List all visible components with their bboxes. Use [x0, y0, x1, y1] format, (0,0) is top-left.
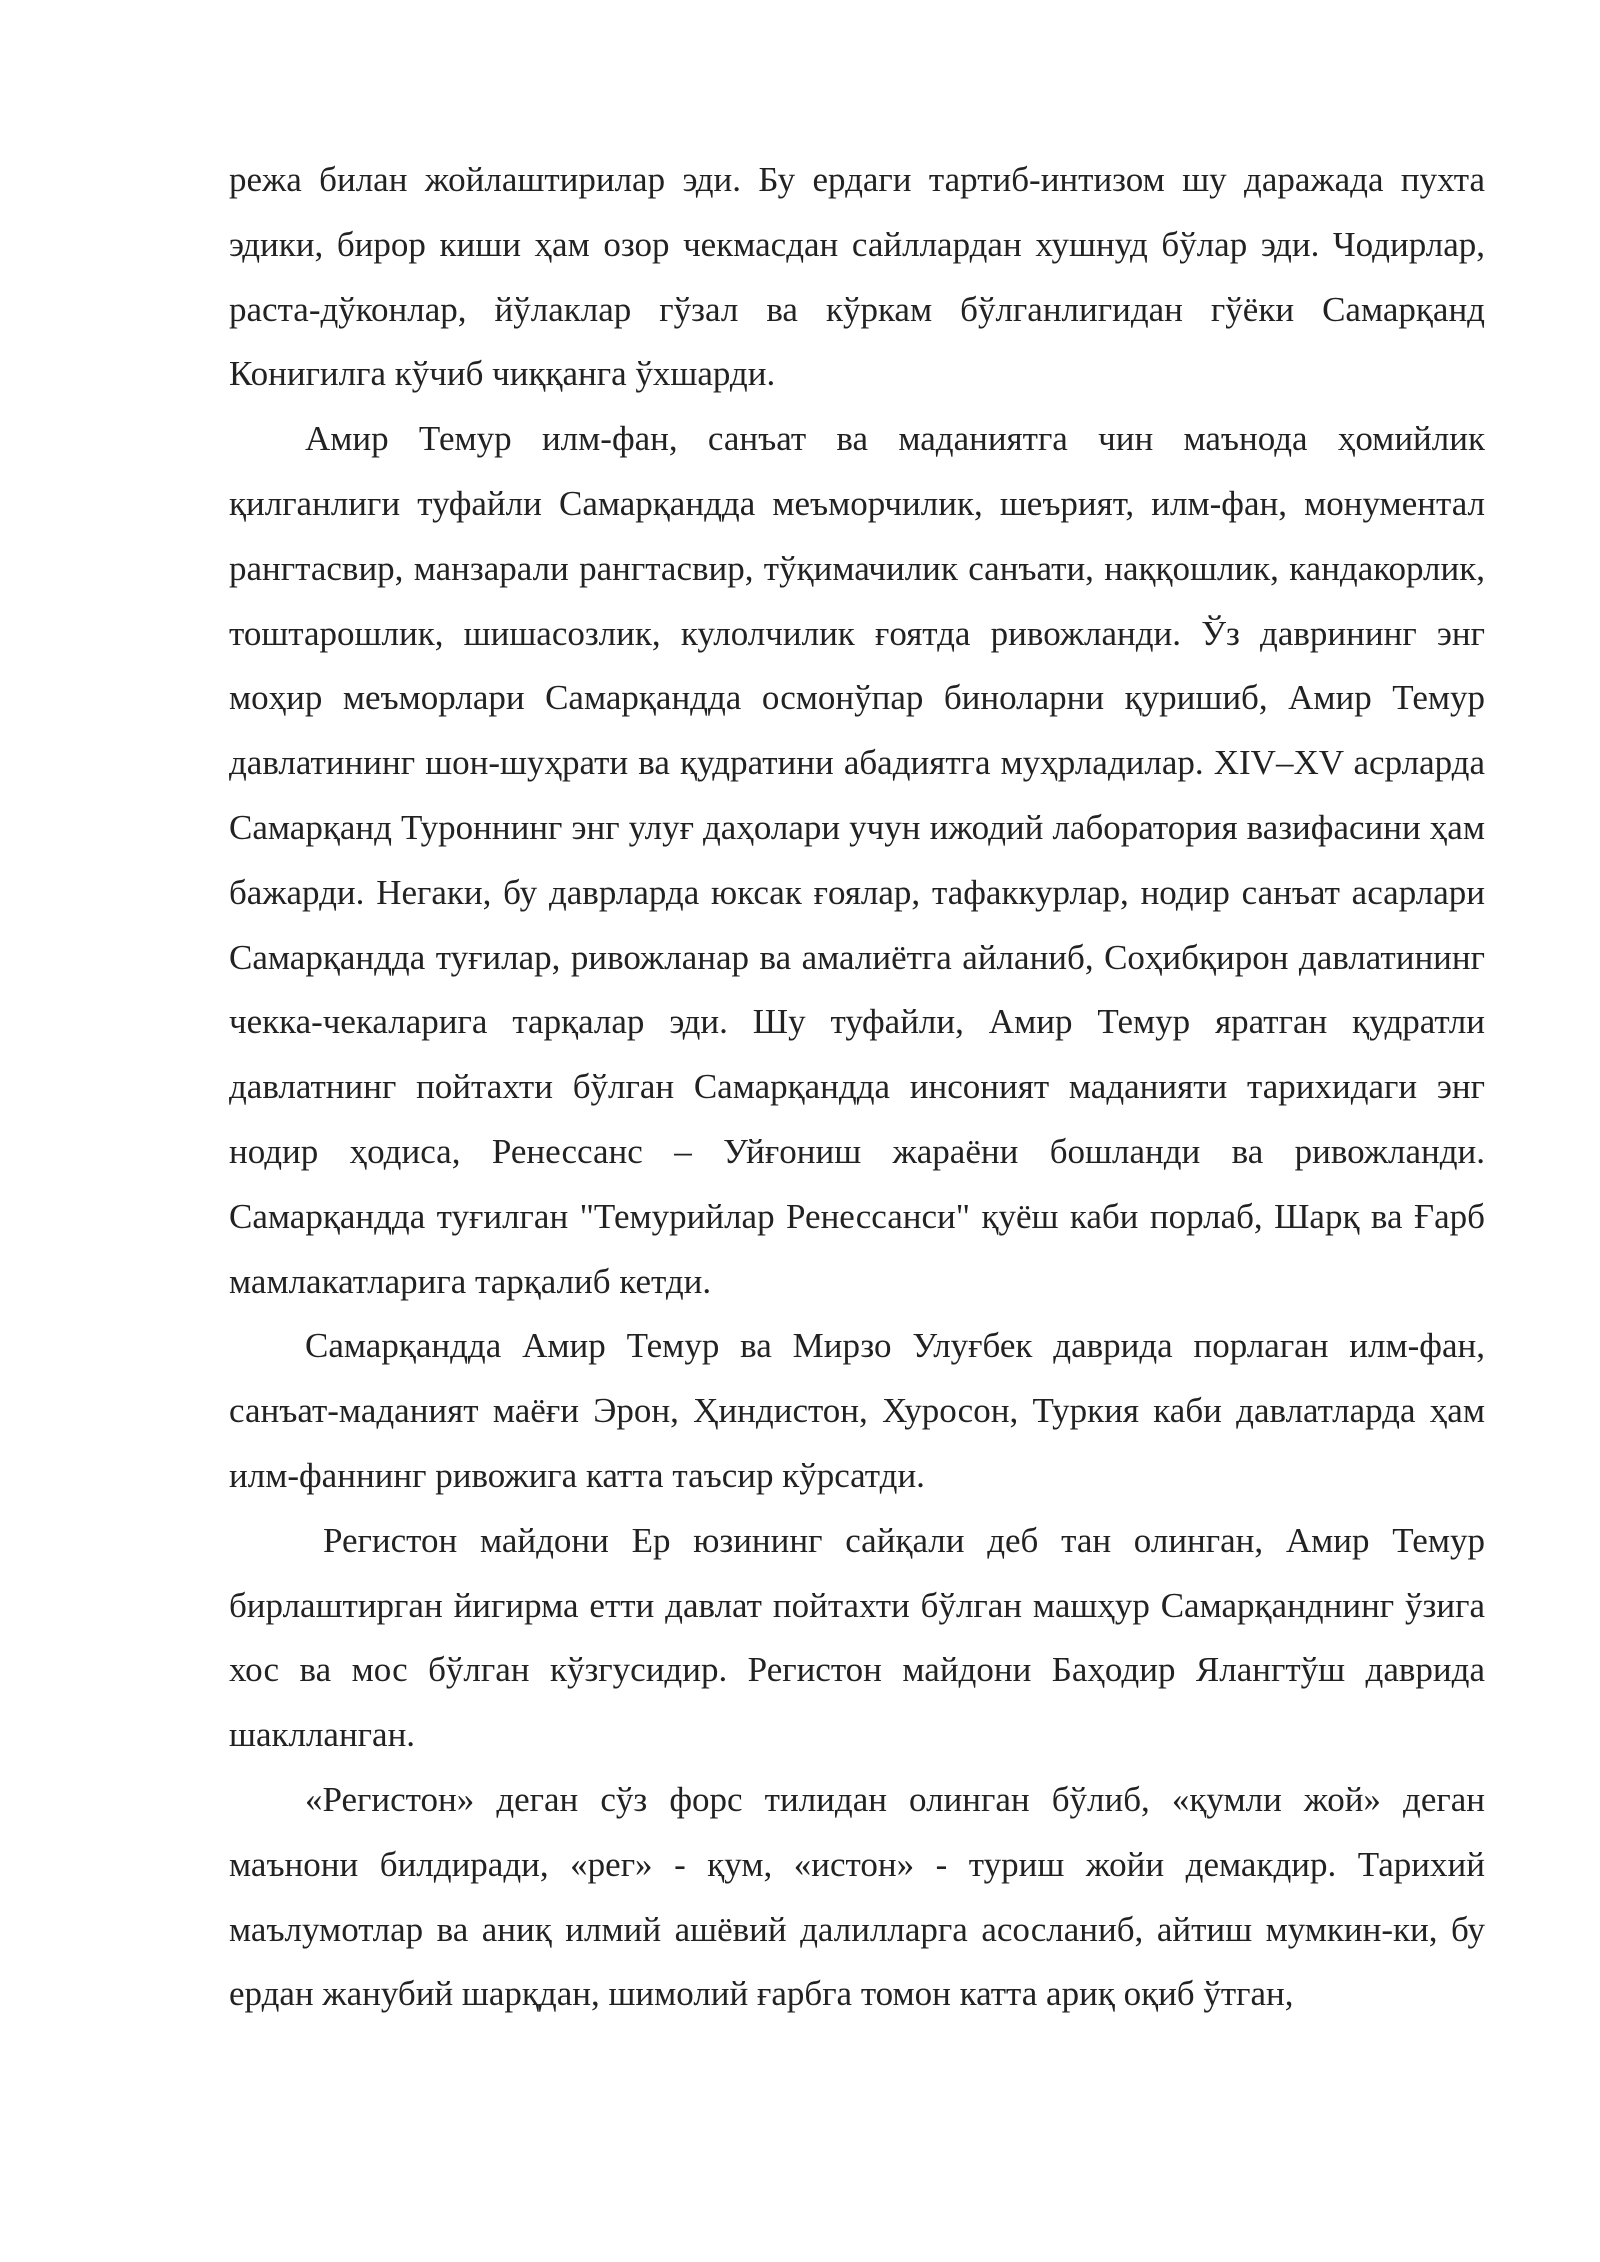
paragraph-3: Самарқандда Амир Темур ва Мирзо Улуғбек даврида порлаган илм-фан, санъат-маданият маёғи Эрон, Ҳиндистон, Хуросон, Туркия каби давлатларда ҳам илм-фаннинг ривожига катта таъсир кўрсатди.	[229, 1326, 1485, 1495]
paragraph-4: Регистон майдони Ер юзининг сайқали деб тан олинган, Амир Темур бирлаштирган йигирма етти давлат пойтахти бўлган машҳур Самарқанднинг ўзига хос ва мос бўлган кўзгусидир. Регистон майдони Баҳодир Ялангтўш даврида шаклланган.	[229, 1520, 1485, 1755]
document-body	[229, 148, 1485, 2027]
paragraph-2: Амир Темур илм-фан, санъат ва маданиятга чин маънода ҳомийлик қилганлиги туфайли Самарқандда меъморчилик, шеърият, илм-фан, монументал рангтасвир, манзарали рангтасвир, тўқимачилик санъати, наққошлик, кандакорлик, тоштарошлик, шишасозлик, кулолчилик ғоятда ривожланди. Ўз даврининг энг моҳир меъморлари Самарқандда осмонўпар биноларни қуришиб, Амир Темур давлатининг шон-шуҳрати ва қудратини абадиятга муҳрладилар. XIV–XV асрларда Самарқанд Туроннинг энг улуғ даҳолари учун ижодий лаборатория вазифасини ҳам бажарди. Негаки, бу даврларда юксак ғоялар, тафаккурлар, нодир санъат асарлари Самарқандда туғилар, ривожланар ва амалиётга айланиб, Соҳибқирон давлатининг чекка-чекаларига тарқалар эди. Шу туфайли, Амир Темур яратган қудратли давлатнинг пойтахти бўлган Самарқандда инсоният маданияти тарихидаги энг нодир ҳодиса, Ренессанс – Уйғониш жараёни бошланди ва ривожланди. Самарқандда туғилган "Темурийлар Ренессанси" қуёш каби порлаб, Шарқ ва Ғарб мамлакатларига тарқалиб кетди.	[229, 419, 1485, 1301]
paragraph-5: «Регистон» деган сўз форс тилидан олинган бўлиб, «қумли жой» деган маънони билдиради, «рег» - қум, «истон» - туриш жойи демакдир. Тарихий маълумотлар ва аниқ илмий ашёвий далилларга асосланиб, айтиш мумкин-ки, бу ердан жанубий шарқдан, шимолий ғарбга томон катта ариқ оқиб ўтган,	[229, 1779, 1485, 2014]
paragraph-1: режа билан жойлаштирилар эди. Бу ердаги тартиб-интизом шу даражада пухта эдики, бирор киши ҳам озор чекмасдан сайллардан хушнуд бўлар эди. Чодирлар, раста-дўконлар, йўлаклар гўзал ва кўркам бўлганлигидан гўёки Самарқанд Конигилга кўчиб чиққанга ўхшарди.	[229, 160, 1485, 394]
